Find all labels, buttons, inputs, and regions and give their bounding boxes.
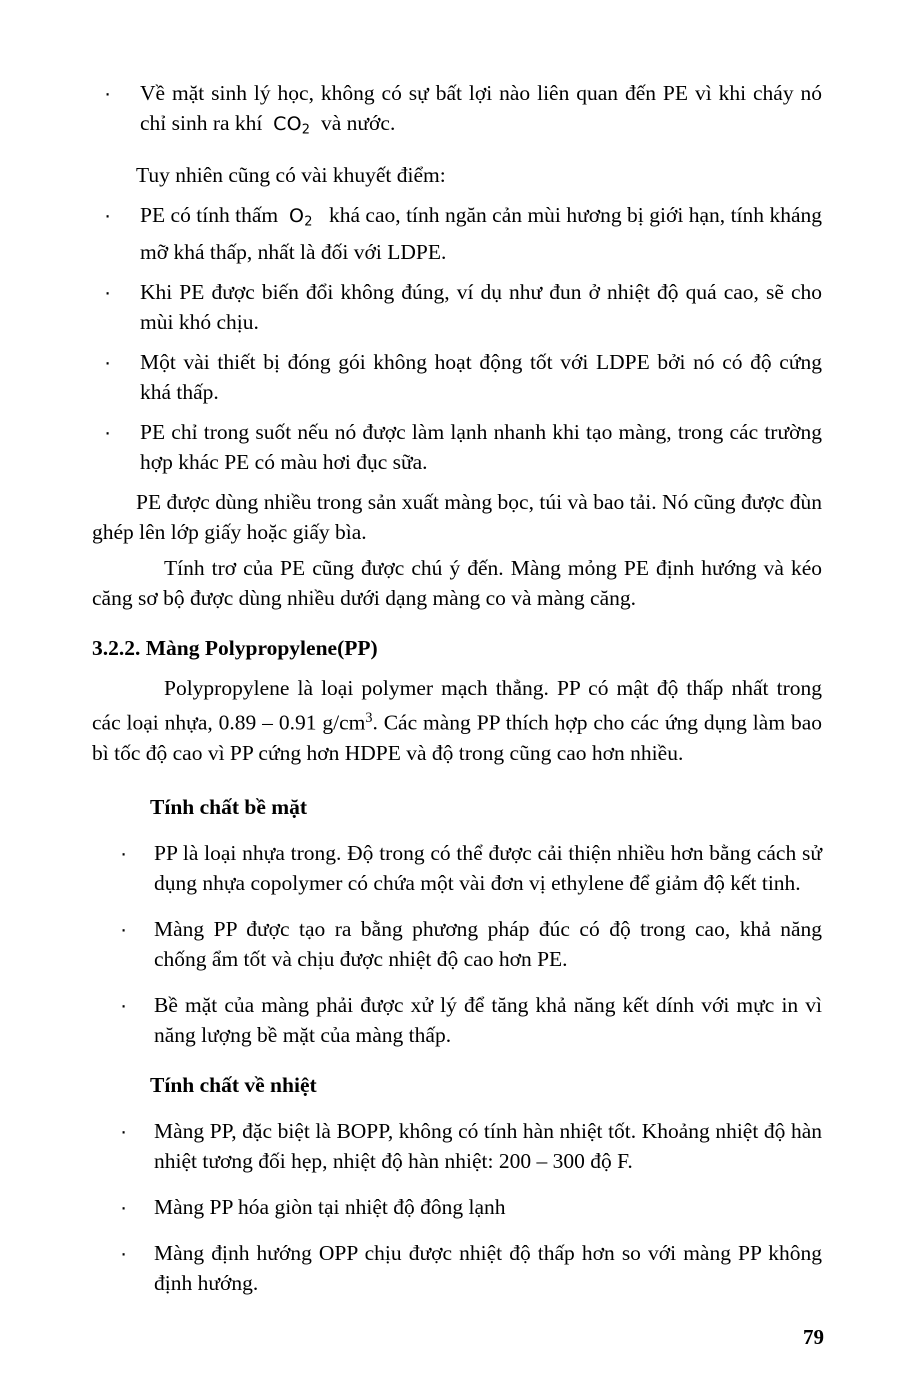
list-item-text: Màng định hướng OPP chịu được nhiệt độ thấp hơn so với màng PP không định hướng. (154, 1240, 822, 1295)
chemical-formula-co2: $CO_2$ (273, 113, 311, 138)
page-number: 79 (803, 1325, 824, 1349)
list-item-text-part: Về mặt sinh lý học, không có sự bất lợi nào liên quan đến PE vì khi cháy nó chỉ sinh ra khí (140, 81, 822, 135)
list-item (92, 78, 822, 146)
paragraph-part: . Các màng PP thích hợp cho các ứng dụng làm bao bì tốc độ cao vì PP cứng hơn HDPE và độ trong cũng cao hơn nhiều. (92, 710, 822, 765)
bullet-marker-icon: · (120, 916, 128, 941)
list-item (92, 417, 822, 477)
list-item-text (140, 78, 822, 146)
list-item (92, 1238, 822, 1298)
bullet-marker-icon: · (104, 420, 112, 445)
list-item-text: Màng PP hóa giòn tại nhiệt độ đông lạnh (154, 1194, 506, 1219)
list-item (92, 200, 822, 268)
bullet-marker-icon: · (104, 280, 112, 305)
list-item-text: PE chỉ trong suốt nếu nó được làm lạnh nhanh khi tạo màng, trong các trường hợp khác PE có màu hơi đục sữa. (140, 420, 822, 475)
list-item-text-part: khá cao, tính ngăn cản mùi hương bị giới hạn, tính kháng mỡ khá thấp, nhất là đối với LDPE. (140, 202, 823, 265)
paragraph: Tuy nhiên cũng có vài khuyết điểm: (136, 162, 446, 187)
list-item-text: Màng PP được tạo ra bằng phương pháp đúc có độ trong cao, khả năng chống ẩm tốt và chịu được nhiệt độ cao hơn PE. (154, 916, 822, 971)
list-item (92, 347, 822, 407)
list-item-text-part: và nước. (320, 111, 396, 135)
list-item (92, 914, 822, 974)
paragraph-part: Polypropylene là loại polymer mạch thẳng. PP có mật độ thấp nhất trong các loại nhựa, 0.89 – 0.91 g/cm (92, 676, 822, 735)
subsection-heading-thermal: Tính chất về nhiệt (150, 1072, 317, 1097)
paragraph (92, 673, 822, 767)
chemical-formula-o2: $O_2$ (289, 204, 313, 230)
bullet-marker-icon: · (120, 1240, 128, 1265)
bullet-marker-icon: · (120, 992, 128, 1017)
bullet-marker-icon: · (104, 81, 112, 105)
bullet-marker-icon: · (104, 202, 112, 227)
section-heading: 3.2.2. Màng Polypropylene(PP) (92, 636, 378, 661)
list-item-text (140, 200, 822, 268)
list-item-text: Khi PE được biến đổi không đúng, ví dụ như đun ở nhiệt độ quá cao, sẽ cho mùi khó chịu. (140, 280, 822, 335)
page-content (92, 78, 822, 1298)
list-item (92, 990, 822, 1050)
subsection-heading-surface: Tính chất bề mặt (150, 794, 308, 819)
list-item-text: Màng PP, đặc biệt là BOPP, không có tính hàn nhiệt tốt. Khoảng nhiệt độ hàn nhiệt tương đối hẹp, nhiệt độ hàn nhiệt: 200 – 300 độ F. (154, 1118, 822, 1173)
list-item-text: Một vài thiết bị đóng gói không hoạt động tốt với LDPE bởi nó có độ cứng khá thấp. (140, 350, 822, 405)
paragraph: Tính trơ của PE cũng được chú ý đến. Màng mỏng PE định hướng và kéo căng sơ bộ được dùng nhiều dưới dạng màng co và màng căng. (92, 556, 822, 611)
list-item (92, 277, 822, 337)
list-item (92, 1192, 822, 1222)
bullet-marker-icon: · (104, 350, 112, 375)
superscript-exponent: 3 (365, 710, 373, 727)
bullet-marker-icon: · (120, 1118, 128, 1143)
list-item-text: PP là loại nhựa trong. Độ trong có thể được cải thiện nhiều hơn bằng cách sử dụng nhựa copolymer có chứa một vài đơn vị ethylene để giảm độ kết tinh. (154, 840, 822, 895)
bullet-marker-icon: · (120, 1194, 128, 1219)
list-item-text-part: PE có tính thấm (140, 202, 279, 227)
list-item-text: Bề mặt của màng phải được xử lý để tăng khả năng kết dính với mực in vì năng lượng bề mặt của màng thấp. (154, 992, 822, 1047)
list-item (92, 1116, 822, 1176)
paragraph: PE được dùng nhiều trong sản xuất màng bọc, túi và bao tải. Nó cũng được đùn ghép lên lớp giấy hoặc giấy bìa. (92, 490, 822, 545)
bullet-marker-icon: · (120, 840, 128, 865)
list-item (92, 838, 822, 898)
